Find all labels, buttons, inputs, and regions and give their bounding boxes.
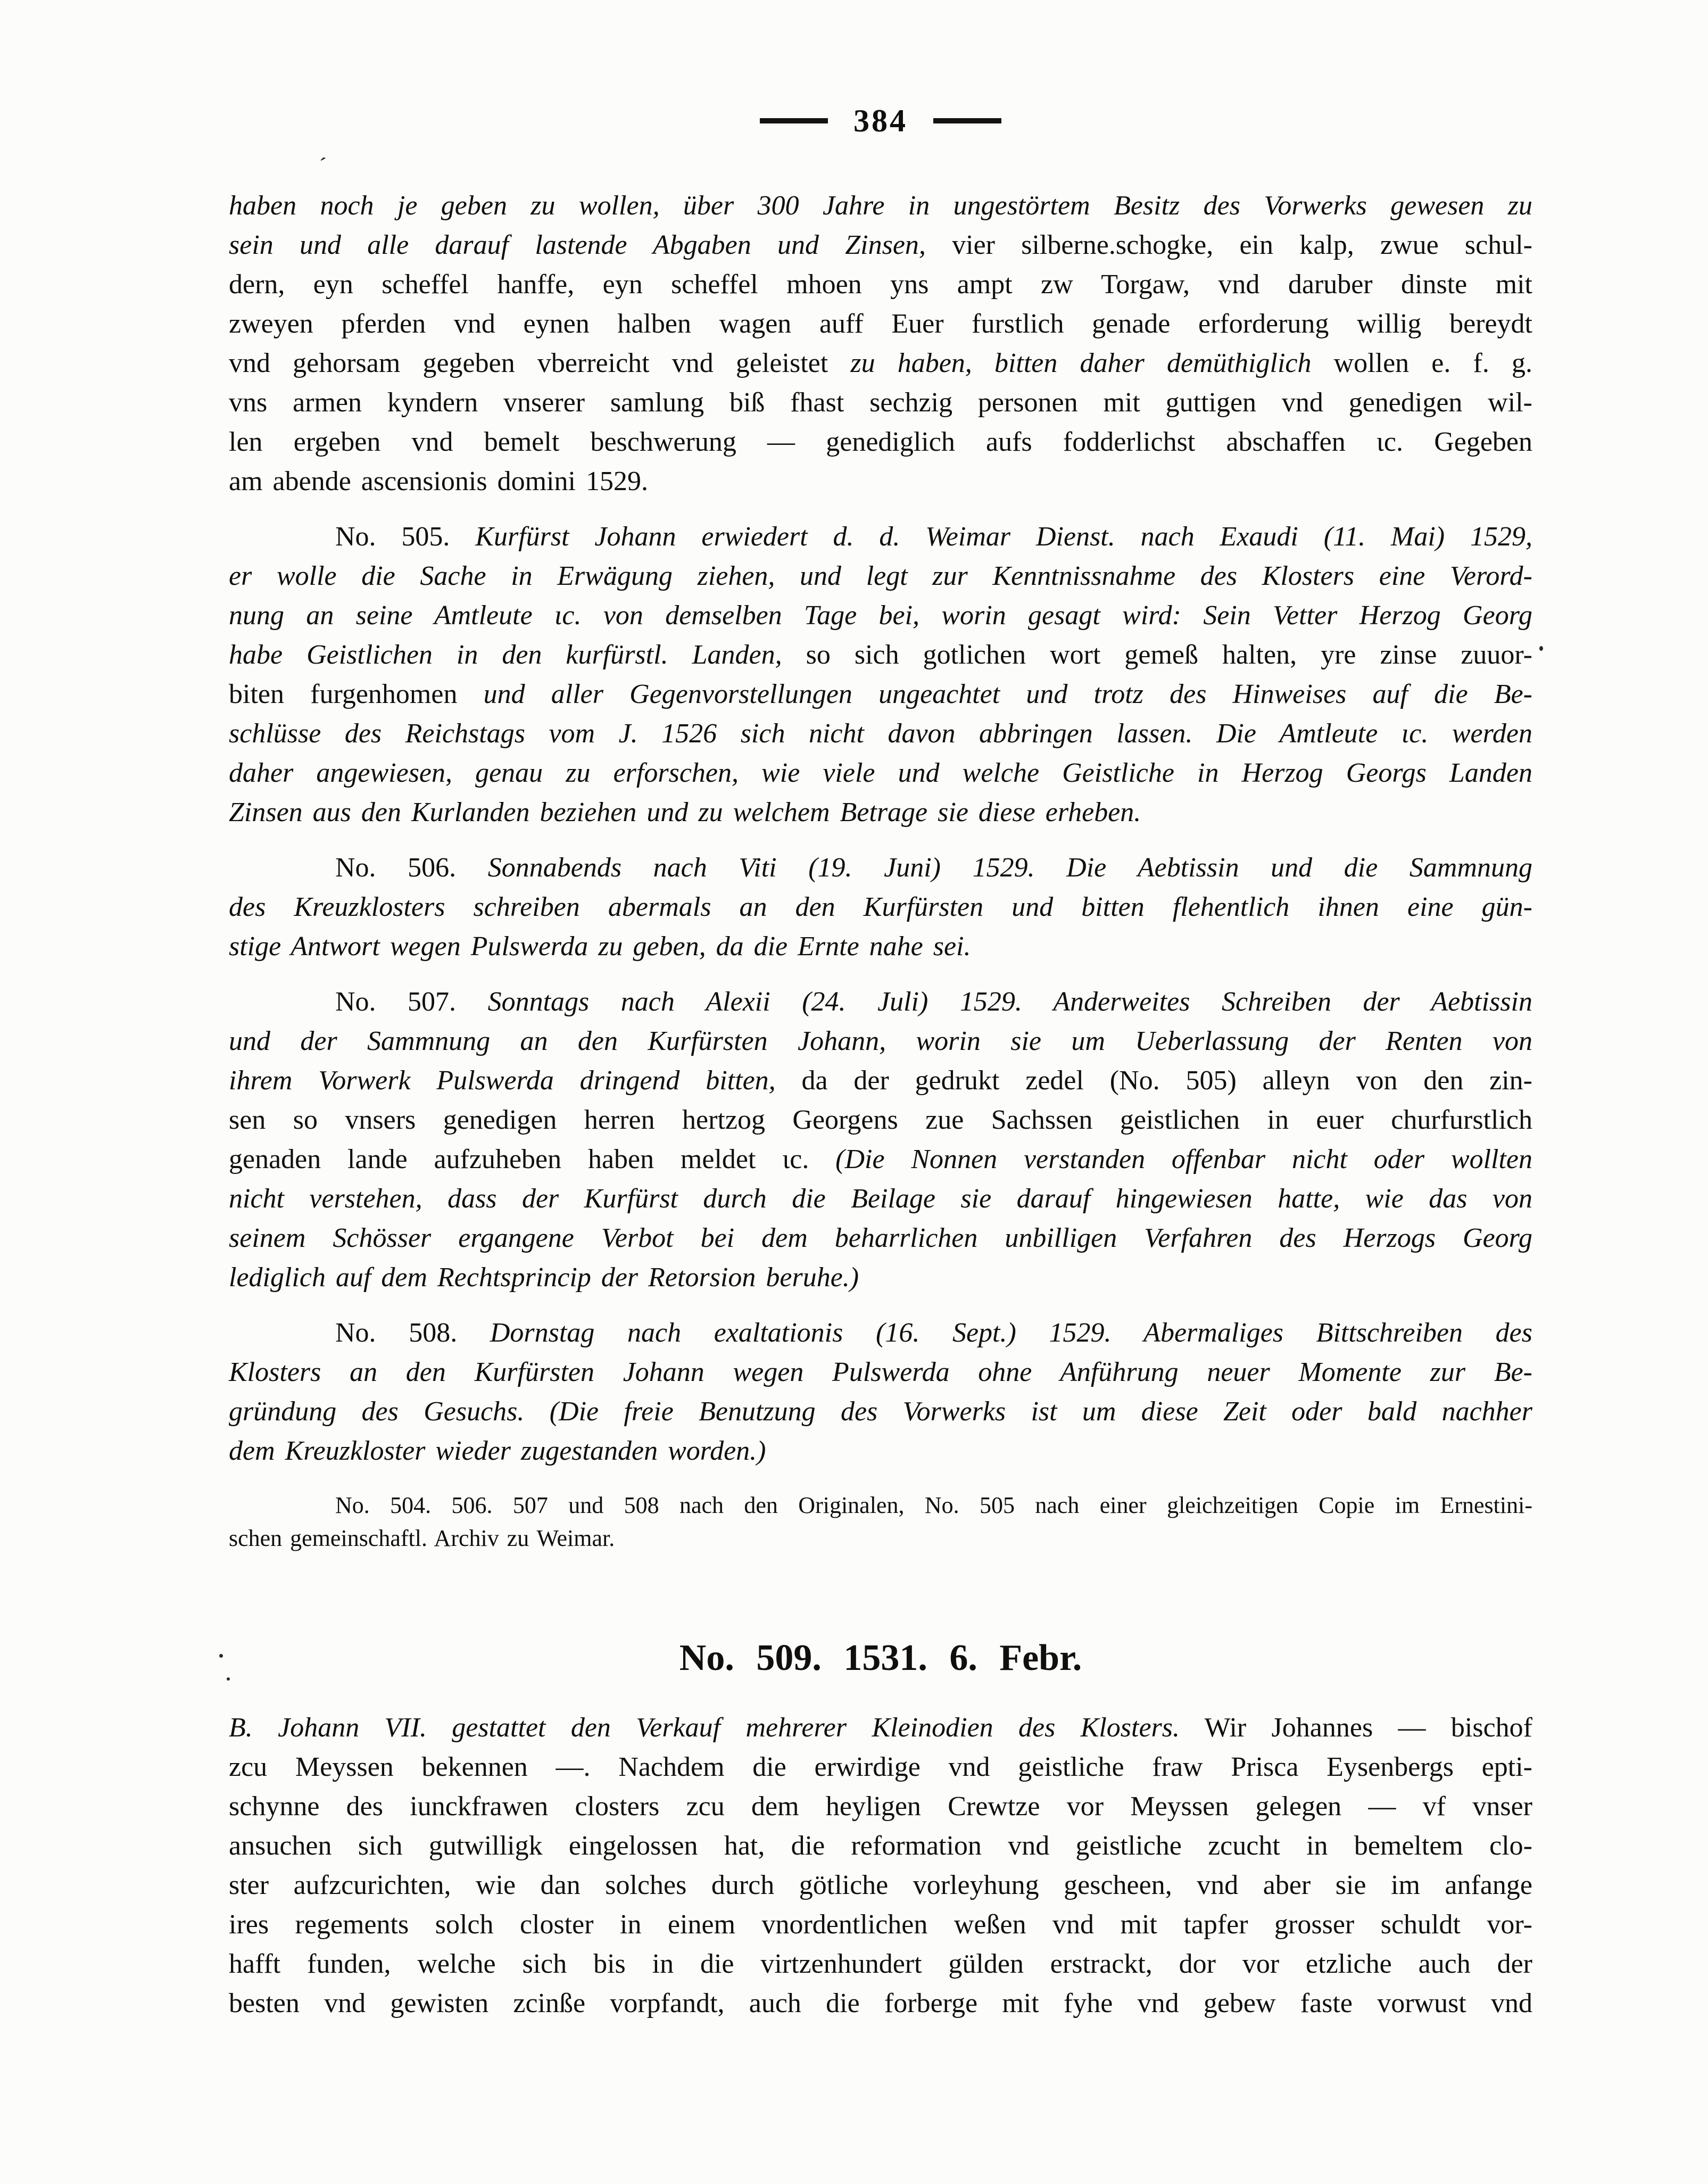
entry-505-line-3	[229, 596, 1532, 635]
entry-506-line-2	[229, 888, 1532, 927]
entry-509-body	[229, 1708, 1532, 2023]
entry-505-line-6	[229, 714, 1532, 754]
entry-509-heading: No. 509. 1531. 6. Febr.	[679, 1637, 1082, 1678]
header-rule-left	[760, 118, 828, 123]
entry-504-continuation-line-3	[229, 265, 1532, 304]
entry-509-body-line-5	[229, 1866, 1532, 1905]
print-speck: ´	[316, 153, 328, 179]
text-segment: Sonnabends nach Viti (19. Juni) 1529. Die Aebtissin und die Sammnung	[487, 853, 1533, 883]
text-segment: seinem Schösser ergangene Verbot bei dem beharrlichen unbilligen Verfahren des Herzogs Georg	[229, 1223, 1532, 1253]
entry-507-line-2	[229, 1022, 1532, 1061]
entry-505-line-7	[229, 754, 1532, 793]
text-segment: Kurfürst Johann erwiedert d. d. Weimar Dienst. nach Exaudi (11. Mai) 1529,	[475, 522, 1532, 552]
entry-505	[229, 517, 1532, 832]
entry-508-line-3	[229, 1392, 1532, 1432]
text-segment: schynne des iunckfrawen closters zcu dem heyligen Crewtze vor Meyssen gelegen — vf vnser	[229, 1791, 1532, 1822]
text-segment: biten furgenhomen	[229, 679, 484, 709]
text-segment: No. 504. 506. 507 und 508 nach den Originalen, No. 505 nach einer gleichzeitigen Copie im Ernestini-	[335, 1492, 1532, 1518]
entry-504-continuation-line-5	[229, 344, 1532, 383]
text-segment: No. 506.	[335, 853, 488, 883]
entry-509-body-line-2	[229, 1748, 1532, 1787]
source-footnote-line-2	[229, 1522, 1532, 1555]
entry-507-line-7	[229, 1219, 1532, 1258]
text-segment: Sonntags nach Alexii (24. Juli) 1529. Anderweites Schreiben der Aebtissin	[487, 987, 1532, 1017]
text-segment: schen gemeinschaftl. Archiv zu Weimar.	[229, 1525, 615, 1551]
entry-506-line-1	[229, 848, 1532, 888]
entry-507-line-4	[229, 1101, 1532, 1140]
entry-508-line-2	[229, 1353, 1532, 1392]
text-segment: vnd gehorsam gegeben vberreicht vnd geleistet	[229, 348, 851, 378]
text-segment: nicht verstehen, dass der Kurfürst durch die Beilage sie darauf hingewiesen hatte, wie das von	[229, 1184, 1532, 1214]
text-segment: Klosters an den Kurfürsten Johann wegen Pulswerda ohne Anführung neuer Momente zur Be-	[229, 1357, 1532, 1387]
text-segment: (Die Nonnen verstanden offenbar nicht oder wollten	[835, 1144, 1532, 1174]
entry-509-body-line-8	[229, 1984, 1532, 2023]
text-segment: lediglich auf dem Rechtsprincip der Retorsion beruhe.)	[229, 1262, 859, 1293]
entry-507-line-8	[229, 1258, 1532, 1297]
entry-504-continuation	[229, 186, 1532, 501]
print-speck	[219, 1654, 223, 1658]
entry-508-line-1	[229, 1313, 1532, 1353]
header-rule-right	[933, 118, 1001, 123]
text-segment: und aller Gegenvorstellungen ungeachtet und trotz des Hinweises auf die Be-	[483, 679, 1533, 709]
entry-504-continuation-line-1	[229, 186, 1532, 226]
text-segment: No. 507.	[335, 987, 488, 1017]
text-segment: schlüsse des Reichstags vom J. 1526 sich nicht davon abbringen lassen. Die Amtleute ɩc. werden	[229, 718, 1532, 749]
text-segment: des Kreuzklosters schreiben abermals an den Kurfürsten und bitten flehentlich ihnen eine gün-	[229, 892, 1532, 922]
entry-509-body-line-1	[229, 1708, 1532, 1748]
entry-504-continuation-line-4	[229, 304, 1532, 344]
entry-504-continuation-line-6	[229, 383, 1532, 423]
entry-509-body-line-6	[229, 1905, 1532, 1945]
source-footnote	[229, 1489, 1532, 1555]
text-segment: No. 505.	[335, 522, 476, 552]
entry-509-body-line-4	[229, 1826, 1532, 1866]
text-segment: ihrem Vorwerk Pulswerda dringend bitten,	[229, 1065, 776, 1096]
text-blocks	[229, 186, 1532, 2023]
entry-504-continuation-line-7	[229, 423, 1532, 462]
text-segment: da der gedrukt zedel (No. 505) alleyn von den zin-	[775, 1065, 1533, 1096]
text-segment: zcu Meyssen bekennen —. Nachdem die erwirdige vnd geistliche fraw Prisca Eysenbergs epti-	[229, 1752, 1532, 1782]
print-speck	[227, 1677, 230, 1681]
entry-507-line-1	[229, 982, 1532, 1022]
text-segment: habe Geistlichen in den kurfürstl. Landen,	[229, 640, 782, 670]
text-segment: dern, eyn scheffel hanffe, eyn scheffel mhoen yns ampt zw Torgaw, vnd daruber dinste mit	[229, 269, 1532, 300]
entry-506	[229, 848, 1532, 966]
page-number: 384	[853, 103, 908, 138]
entry-507-line-3	[229, 1061, 1532, 1101]
text-segment: gründung des Gesuchs. (Die freie Benutzung des Vorwerks ist um diese Zeit oder bald nachher	[229, 1396, 1532, 1427]
entry-509-body-line-3	[229, 1787, 1532, 1826]
text-segment: vns armen kyndern vnserer samlung biß fhast sechzig personen mit guttigen vnd genedigen wil-	[229, 387, 1532, 418]
text-segment: er wolle die Sache in Erwägung ziehen, und legt zur Kenntnissnahme des Klosters eine Verord-	[229, 561, 1532, 591]
entry-505-line-5	[229, 675, 1532, 714]
text-segment: Wir Johannes — bischof	[1180, 1713, 1532, 1743]
entry-504-continuation-line-8	[229, 462, 1532, 501]
entry-507-line-6	[229, 1179, 1532, 1219]
text-segment: und der Sammnung an den Kurfürsten Johann, worin sie um Ueberlassung der Renten von	[229, 1026, 1532, 1056]
text-segment: ansuchen sich gutwilligk eingelossen hat, die reformation vnd geistliche zcucht in bemeltem clo-	[229, 1831, 1532, 1861]
text-segment: so sich gotlichen wort gemeß halten, yre zinse zuuor-	[782, 640, 1532, 670]
text-segment: Dornstag nach exaltationis (16. Sept.) 1529. Abermaliges Bittschreiben des	[490, 1318, 1532, 1348]
entry-505-line-2	[229, 557, 1532, 596]
text-segment: genaden lande aufzuheben haben meldet ɩc.	[229, 1144, 836, 1174]
text-segment: dem Kreuzkloster wieder zugestanden worden.)	[229, 1436, 766, 1466]
text-segment: ires regements solch closter in einem vnordentlichen weßen vnd mit tapfer grosser schuldt vor-	[229, 1909, 1532, 1940]
text-segment: nung an seine Amtleute ɩc. von demselben Tage bei, worin gesagt wird: Sein Vetter Herzog Georg	[229, 600, 1532, 631]
text-segment: No. 508.	[335, 1318, 490, 1348]
entry-505-line-8	[229, 793, 1532, 832]
text-segment: sein und alle darauf lastende Abgaben und Zinsen,	[229, 230, 926, 260]
text-segment: len ergeben vnd bemelt beschwerung — genediglich aufs fodderlichst abschaffen ɩc. Gegeben	[229, 427, 1532, 457]
text-segment: daher angewiesen, genau zu erforschen, wie viele und welche Geistliche in Herzog Georgs Landen	[229, 758, 1532, 788]
text-segment: vier silberne.schogke, ein kalp, zwue schul-	[925, 230, 1532, 260]
entry-508-line-4	[229, 1432, 1532, 1471]
entry-505-line-4	[229, 635, 1532, 675]
entry-507-line-5	[229, 1140, 1532, 1179]
text-segment: sen so vnsers genedigen herren hertzog Georgens zue Sachssen geistlichen in euer churfurstlich	[229, 1105, 1532, 1135]
entry-505-line-1	[229, 517, 1532, 557]
text-segment: B. Johann VII. gestattet den Verkauf mehrerer Kleinodien des Klosters.	[229, 1713, 1180, 1743]
print-speck	[1539, 646, 1543, 651]
text-segment: ster aufzcurichten, wie dan solches durch götliche vorleyhung gescheen, vnd aber sie im anfange	[229, 1870, 1532, 1900]
text-segment: am abende ascensionis domini 1529.	[229, 466, 648, 497]
entry-509-body-line-7	[229, 1945, 1532, 1984]
text-segment: zu haben, bitten daher demüthiglich	[850, 348, 1312, 378]
text-segment: hafft funden, welche sich bis in die virtzenhundert gülden erstrackt, dor vor etzliche auch der	[229, 1949, 1532, 1979]
page-header	[229, 100, 1532, 142]
text-segment: Zinsen aus den Kurlanden beziehen und zu welchem Betrage sie diese erheben.	[229, 797, 1141, 828]
text-segment: haben noch je geben zu wollen, über 300 Jahre in ungestörtem Besitz des Vorwerks gewesen zu	[229, 191, 1532, 221]
entry-508	[229, 1313, 1532, 1471]
text-segment: stige Antwort wegen Pulswerda zu geben, da die Ernte nahe sei.	[229, 931, 971, 962]
text-segment: wollen e. f. g.	[1311, 348, 1532, 378]
page	[229, 0, 1532, 2023]
source-footnote-line-1	[229, 1489, 1532, 1522]
text-segment: besten vnd gewisten zcinße vorpfandt, auch die forberge mit fyhe vnd gebew faste vorwust vnd	[229, 1988, 1532, 2018]
entry-507	[229, 982, 1532, 1297]
text-segment: zweyen pferden vnd eynen halben wagen auff Euer furstlich genade erforderung willig bereydt	[229, 309, 1532, 339]
entry-504-continuation-line-2	[229, 226, 1532, 265]
entry-506-line-3	[229, 927, 1532, 966]
